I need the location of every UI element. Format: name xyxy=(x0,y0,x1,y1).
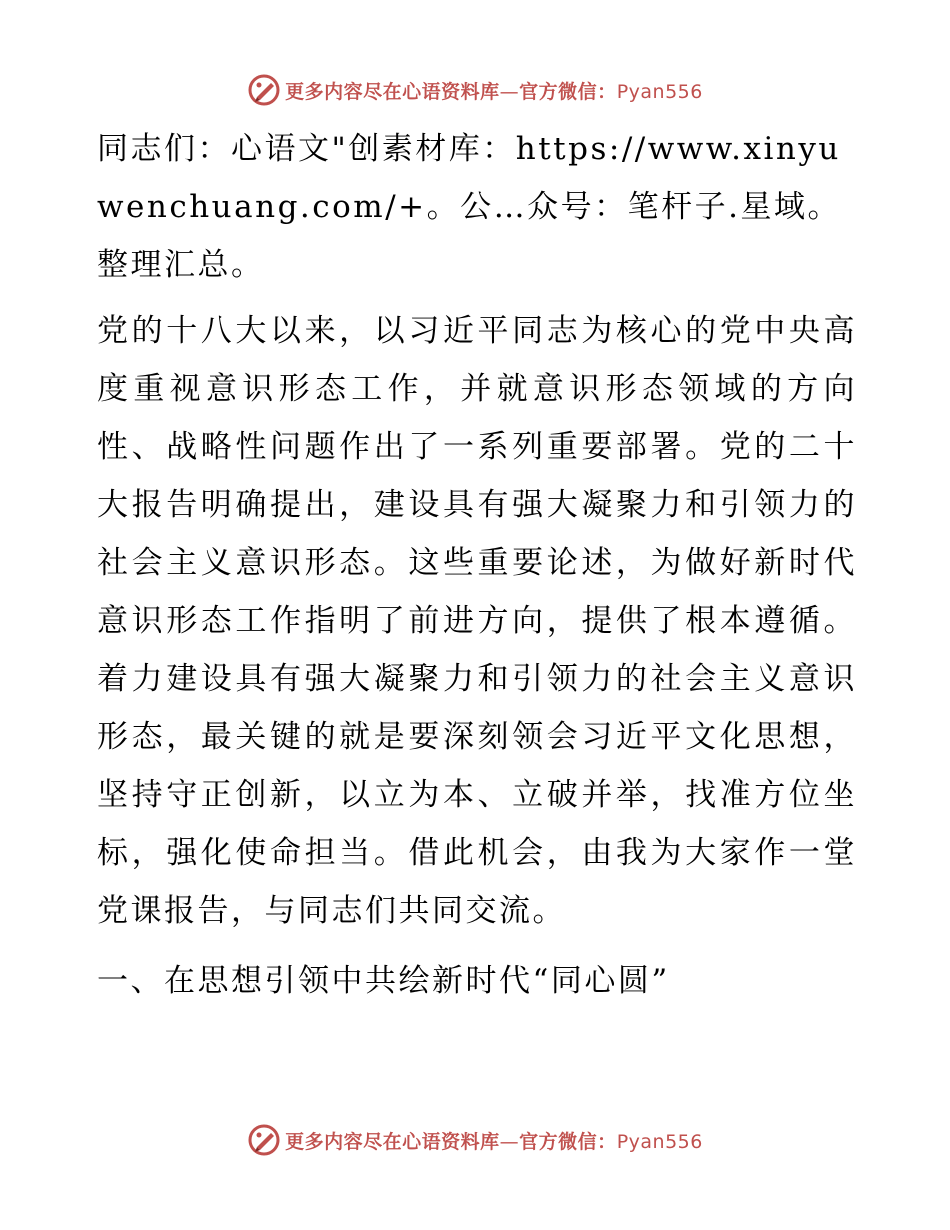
footer-banner xyxy=(0,1120,950,1160)
wechat-id: Pyan556 xyxy=(616,80,703,103)
wechat-id: Pyan556 xyxy=(616,1130,703,1153)
pen-logo-icon xyxy=(247,73,281,107)
intro-paragraph: 同志们：心语文"创素材库：https://www.xinyuwenchuang.com/+。公…众号：笔杆子.星域。整理汇总。 xyxy=(97,131,841,283)
banner-text: 更多内容尽在心语资料库—官方微信：Pyan556 xyxy=(285,1130,703,1153)
header-banner xyxy=(0,70,950,110)
pen-logo-icon xyxy=(247,1123,281,1157)
body-paragraph: 党的十八大以来，以习近平同志为核心的党中央高度重视意识形态工作，并就意识形态领域的方向性、战略性问题作出了一系列重要部署。党的二十大报告明确提出，建设具有强大凝聚力和引领力的社会主义意识形态。这些重要论述，为做好新时代意识形态工作指明了前进方向，提供了根本遵循。着力建设具有强大凝聚力和引领力的社会主义意识形态，最关键的就是要深刻领会习近平文化思想，坚持守正创新，以立为本、立破并举，找准方位坐标，强化使命担当。借此机会，由我为大家作一堂党课报告，与同志们共同交流。 xyxy=(97,313,857,929)
banner-text: 更多内容尽在心语资料库—官方微信：Pyan556 xyxy=(285,80,703,103)
document-body xyxy=(97,120,857,1010)
section-heading: 一、在思想引领中共绘新时代“同心圆” xyxy=(97,963,670,999)
